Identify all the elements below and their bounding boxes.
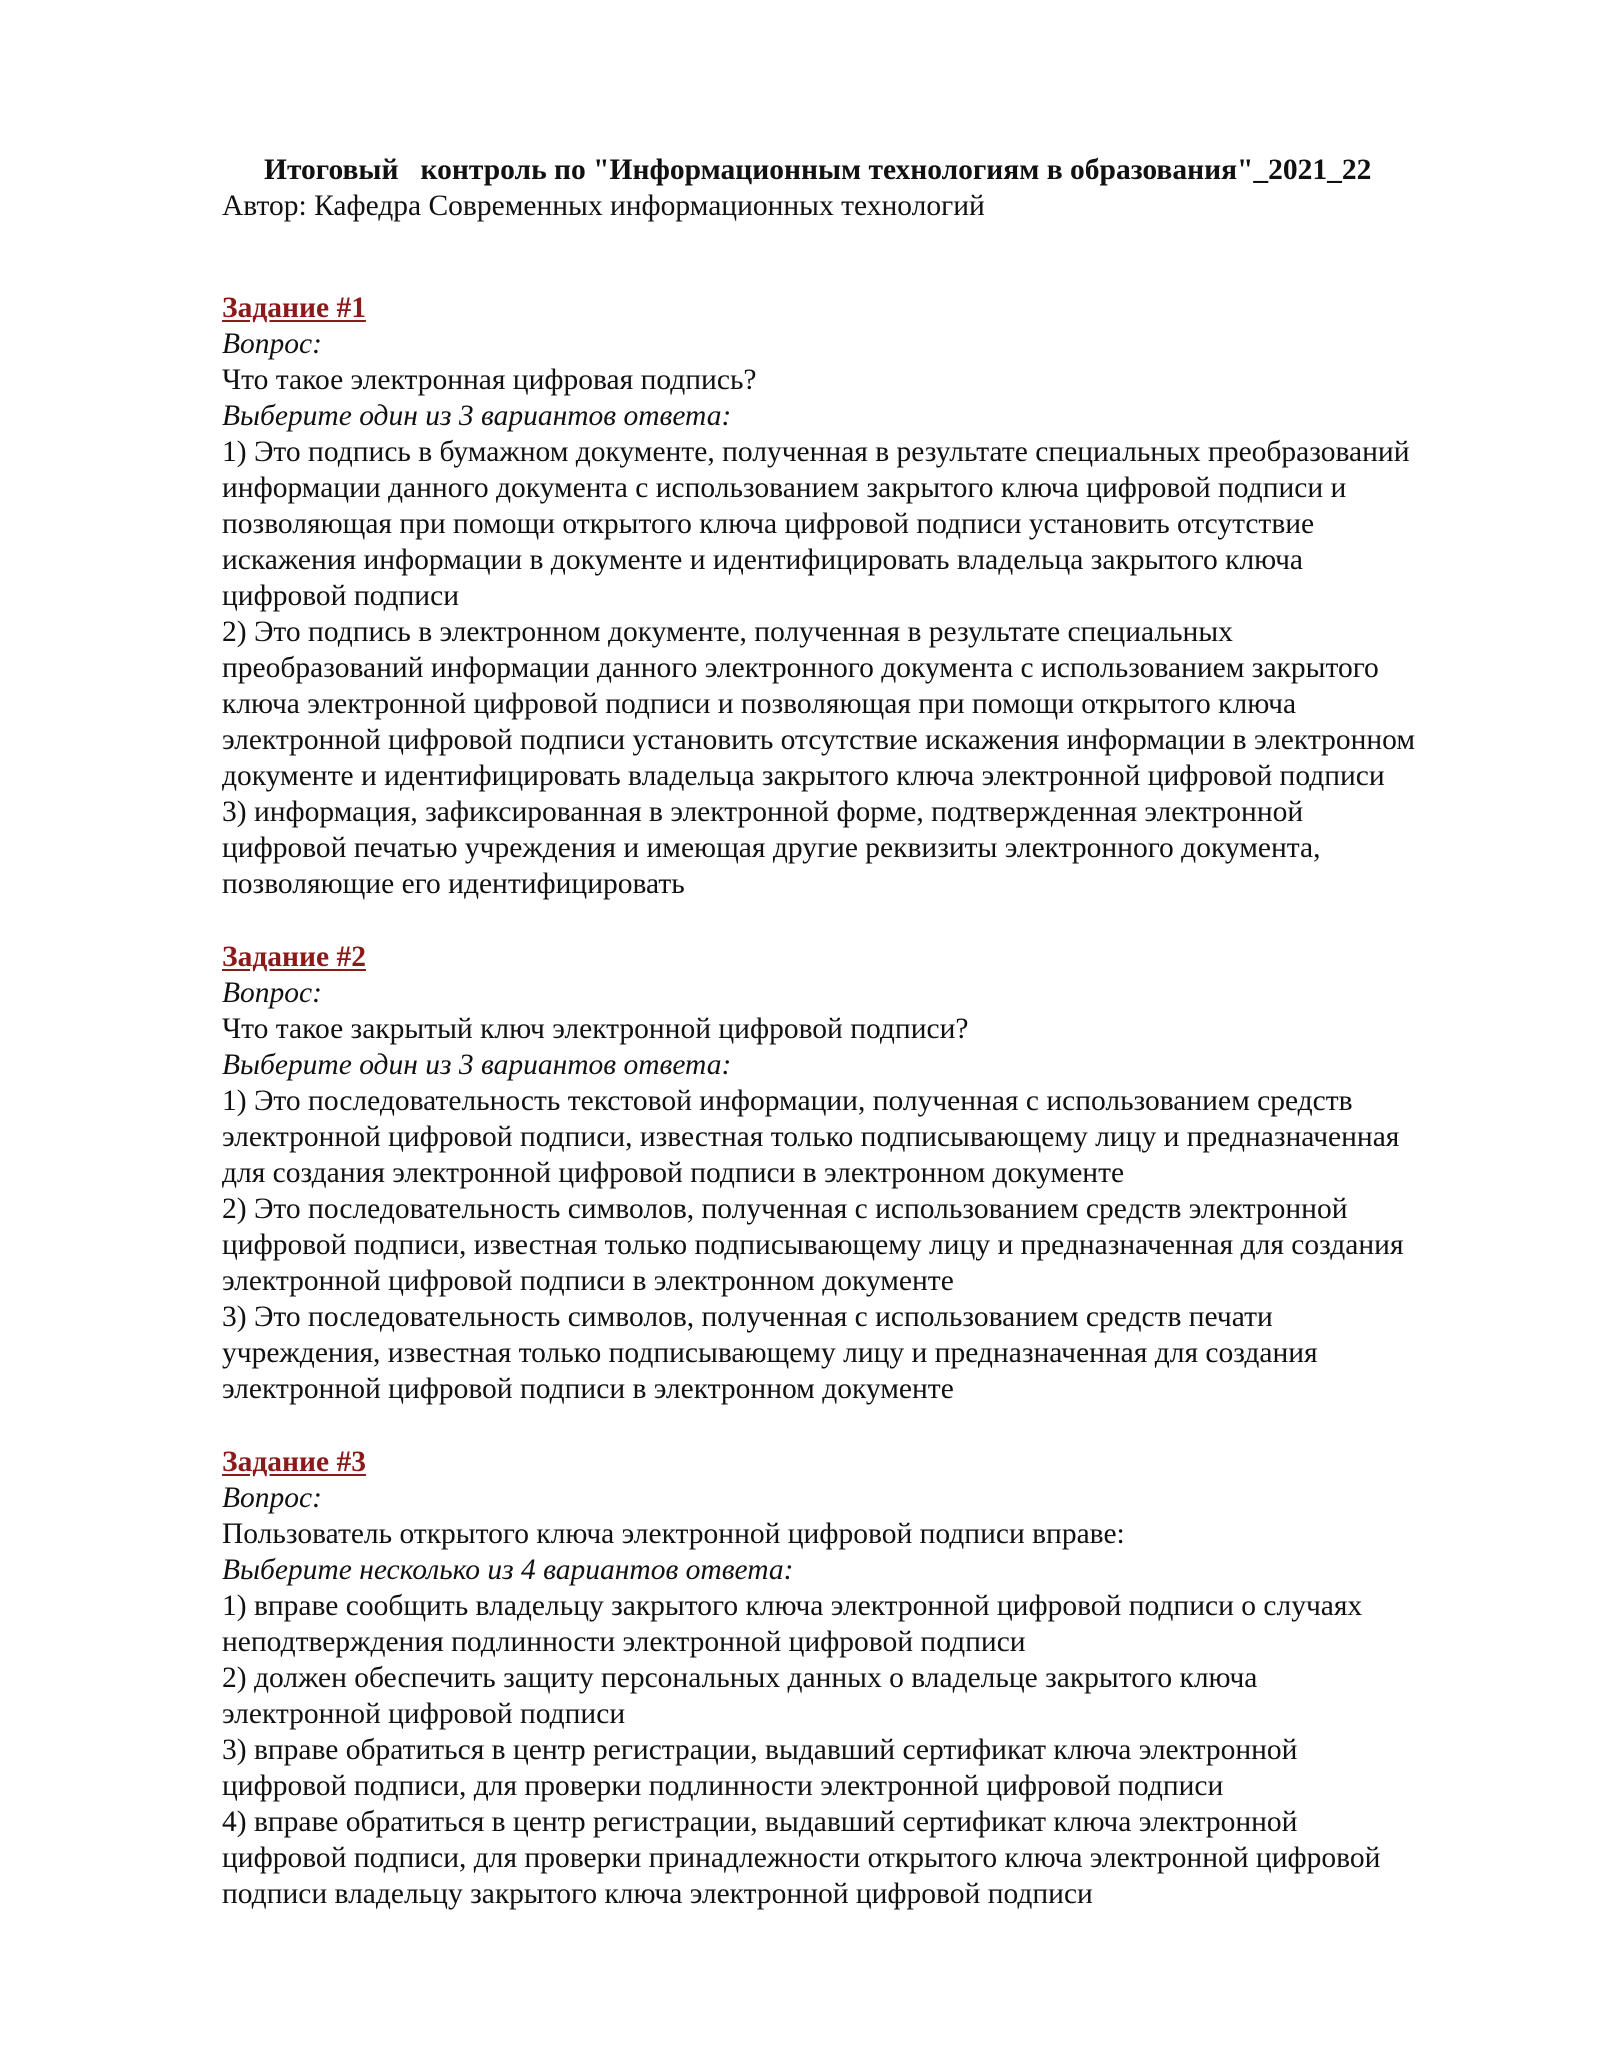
question-label: Вопрос: — [222, 977, 322, 1009]
question-text: Что такое закрытый ключ электронной цифровой подписи? — [222, 1013, 969, 1045]
answer-line: ключа электронной цифровой подписи и позволяющая при помощи открытого ключа — [222, 688, 1297, 720]
answer-line: цифровой подписи, для проверки принадлежности открытого ключа электронной цифровой — [222, 1842, 1381, 1874]
answer-line: электронной цифровой подписи — [222, 1698, 626, 1730]
answer-line: 1) Это подпись в бумажном документе, полученная в результате специальных преобразований — [222, 436, 1410, 468]
answer-options — [222, 1588, 1522, 1912]
answer-line: цифровой подписи, известная только подписывающему лицу и предназначенная для создания — [222, 1229, 1404, 1261]
answer-line: 3) Это последовательность символов, полученная с использованием средств печати — [222, 1301, 1273, 1333]
answer-line: цифровой подписи, для проверки подлинности электронной цифровой подписи — [222, 1770, 1224, 1802]
answer-instruction: Выберите один из 3 вариантов ответа: — [222, 400, 732, 432]
answer-line: 3) вправе обратиться в центр регистрации, выдавший сертификат ключа электронной — [222, 1734, 1298, 1766]
answer-line: электронной цифровой подписи в электронном документе — [222, 1265, 954, 1297]
answer-line: информации данного документа с использованием закрытого ключа цифровой подписи и — [222, 472, 1347, 504]
answer-line: цифровой печатью учреждения и имеющая другие реквизиты электронного документа, — [222, 832, 1321, 864]
task-1 — [222, 290, 1522, 902]
answer-line: 1) Это последовательность текстовой информации, полученная с использованием средств — [222, 1085, 1353, 1117]
answer-line: неподтверждения подлинности электронной цифровой подписи — [222, 1626, 1026, 1658]
document-author: Автор: Кафедра Современных информационных технологий — [222, 190, 985, 222]
answer-line: 1) вправе сообщить владельцу закрытого ключа электронной цифровой подписи о случаях — [222, 1590, 1363, 1622]
answer-line: документе и идентифицировать владельца закрытого ключа электронной цифровой подписи — [222, 760, 1385, 792]
question-label: Вопрос: — [222, 328, 322, 360]
answer-line: искажения информации в документе и идентифицировать владельца закрытого ключа — [222, 544, 1304, 576]
answer-line: электронной цифровой подписи в электронном документе — [222, 1373, 954, 1405]
answer-line: цифровой подписи — [222, 580, 459, 612]
answer-instruction: Выберите несколько из 4 вариантов ответа: — [222, 1554, 794, 1586]
answer-line: для создания электронной цифровой подписи в электронном документе — [222, 1157, 1125, 1189]
answer-line: 3) информация, зафиксированная в электронной форме, подтвержденная электронной — [222, 796, 1304, 828]
answer-line: электронной цифровой подписи установить отсутствие искажения информации в электронном — [222, 724, 1416, 756]
answer-line: преобразований информации данного электронного документа с использованием закрытого — [222, 652, 1379, 684]
question-label: Вопрос: — [222, 1482, 322, 1514]
task-heading: Задание #1 — [222, 292, 366, 324]
answer-instruction: Выберите один из 3 вариантов ответа: — [222, 1049, 732, 1081]
answer-line: 2) должен обеспечить защиту персональных данных о владельце закрытого ключа — [222, 1662, 1258, 1694]
answer-line: учреждения, известная только подписывающему лицу и предназначенная для создания — [222, 1337, 1318, 1369]
document-header — [222, 152, 1522, 224]
answer-line: позволяющие его идентифицировать — [222, 868, 685, 900]
task-3 — [222, 1444, 1522, 1912]
answer-line: позволяющая при помощи открытого ключа цифровой подписи установить отсутствие — [222, 508, 1315, 540]
question-text: Пользователь открытого ключа электронной цифровой подписи вправе: — [222, 1518, 1125, 1550]
task-heading: Задание #2 — [222, 941, 366, 973]
task-2 — [222, 939, 1522, 1407]
answer-line: 2) Это подпись в электронном документе, полученная в результате специальных — [222, 616, 1233, 648]
answer-line: 2) Это последовательность символов, полученная с использованием средств электронной — [222, 1193, 1348, 1225]
answer-line: 4) вправе обратиться в центр регистрации, выдавший сертификат ключа электронной — [222, 1806, 1298, 1838]
question-text: Что такое электронная цифровая подпись? — [222, 364, 757, 396]
answer-options — [222, 1083, 1522, 1407]
answer-line: электронной цифровой подписи, известная только подписывающему лицу и предназначенная — [222, 1121, 1400, 1153]
answer-line: подписи владельцу закрытого ключа электронной цифровой подписи — [222, 1878, 1093, 1910]
task-heading: Задание #3 — [222, 1446, 366, 1478]
answer-options — [222, 434, 1522, 902]
document-title: Итоговый контроль по "Информационным технологиям в образования"_2021_22 — [264, 154, 1372, 186]
